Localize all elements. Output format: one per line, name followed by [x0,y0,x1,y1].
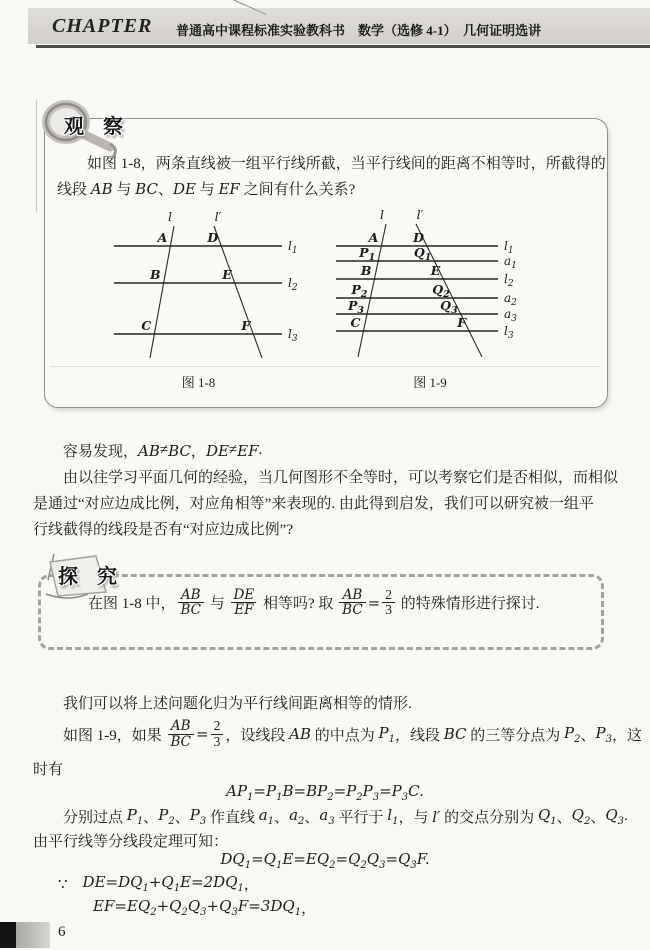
observe-question-line: 如图 1-8，两条直线被一组平行线所截，当平行线间的距离不相等时，所截得的 [57,156,606,172]
svg-text:l3: $l_3$ [288,327,298,344]
paragraph-line: 容易发现， AB ≠ BC ， DE ≠ EF . [33,441,263,460]
svg-text:l: l [380,208,384,222]
header-rule [36,45,650,48]
svg-text:a1: $a_1$ [504,254,517,271]
svg-text:a3: $a_3$ [504,307,517,324]
svg-text:E: E [222,267,232,282]
paragraph-line: 由以往学习平面几何的经验，当几何图形不全等时，可以考察它们是否相似，而相似 [33,470,619,486]
svg-text:A: A [368,230,379,245]
svg-text:P3: $P_3$ [348,298,365,316]
paragraph-line: 我们可以将上述问题化归为平行线间距离相等的情形. [33,696,412,712]
svg-text:l: l [168,210,172,224]
chapter-label: CHAPTER [52,15,153,37]
because-line: ∵ $DE=DQ_1+Q_1E=2DQ_1$ ， [58,873,259,894]
svg-text:P2: $P_2$ [351,282,368,300]
svg-text:A: A [157,230,168,245]
figure-caption: 图 1-9 [413,375,447,390]
svg-text:F: F [241,318,251,333]
svg-text:l1: $l_1$ [288,239,298,256]
equation-line: $AP_1=P_1B=BP_2=P_2P_3=P_3C$. [226,782,424,803]
svg-text:B: B [360,263,372,278]
svg-text:P1: $P_1$ [359,245,376,263]
paragraph-line: 时有 [33,762,64,778]
explore-badge [40,550,150,612]
observe-question-line: 线段 AB 与 BC 、 DE 与 EF 之间有什么关系? [57,179,356,198]
paragraph-line: 是通过“对应边成比例，对应角相等”来表现的. 由此得到启发，我们可以研究被一组平 [33,496,594,512]
svg-text:C: C [141,318,152,333]
svg-text:F: F [457,315,467,330]
svg-text:l2: $l_2$ [288,276,298,293]
footer-page-number: 6 [58,924,66,940]
svg-text:l′: l′ [416,208,424,222]
footer-ink-block [0,922,16,948]
paragraph-line: 如图 1-9，如果 $\frac{AB}{BC}$ = $\frac{2}{3}$ ，设线段 AB 的中点为 $P_1$ ，线段 BC 的三等分点为 $P_2$ 、 $P_3$ ，这 [33,718,643,750]
svg-text:C: C [350,315,361,330]
svg-text:l′: l′ [214,210,222,224]
svg-text:Q2: $Q_2$ [432,282,450,300]
svg-text:Q1: $Q_1$ [413,245,432,263]
paragraph-line: 行线截得的线段是否有“对应边成比例”? [33,522,293,538]
footer-ink-block [16,922,50,948]
figure-1-9-diagram [330,208,530,366]
svg-text:l2: $l_2$ [504,272,514,289]
book-title: 普通高中课程标准实验教科书 数学（选修 4-1） 几何证明选讲 [176,23,542,38]
svg-text:E: E [430,263,441,278]
svg-text:D: D [207,230,219,245]
svg-text:Q3: $Q_3$ [440,298,458,316]
explore-question: 在图 1-8 中， $\frac{AB}{BC}$ 与 $\frac{DE}{EF}$ 相等吗? 取 $\frac{AB}{BC}$ = $\frac{2}{3}$ 的特殊情形进行探讨. [88,587,540,619]
observe-badge-label: 观 察 [64,116,130,138]
figure-1-8-diagram [86,210,311,368]
because-line: $EF=EQ_2+Q_2Q_3+Q_3F=3DQ_1$ ， [93,897,317,918]
paragraph-line: 由平行线等分线段定理可知： [33,834,229,850]
svg-text:B: B [150,267,161,282]
observe-badge [36,94,156,158]
equation-line: $DQ_1=Q_1E=EQ_2=Q_2Q_3=Q_3F$. [220,850,430,871]
svg-text:a2: $a_2$ [504,291,517,308]
explore-badge-label: 探 究 [58,566,124,588]
svg-text:D: D [413,230,424,245]
figure-caption: 图 1-8 [181,375,216,390]
svg-text:l1: $l_1$ [504,239,514,256]
paragraph-line: 分别过点 $P_1$ 、 $P_2$ 、 $P_3$ 作直线 $a_1$ 、 $a_2$ 、 $a_3$ 平行于 $l_1$ ，与 l′ 的交点分别为 $Q_1$ 、 $Q_2$ 、 $Q_3$ . [33,806,628,827]
svg-text:l3: $l_3$ [504,324,514,341]
